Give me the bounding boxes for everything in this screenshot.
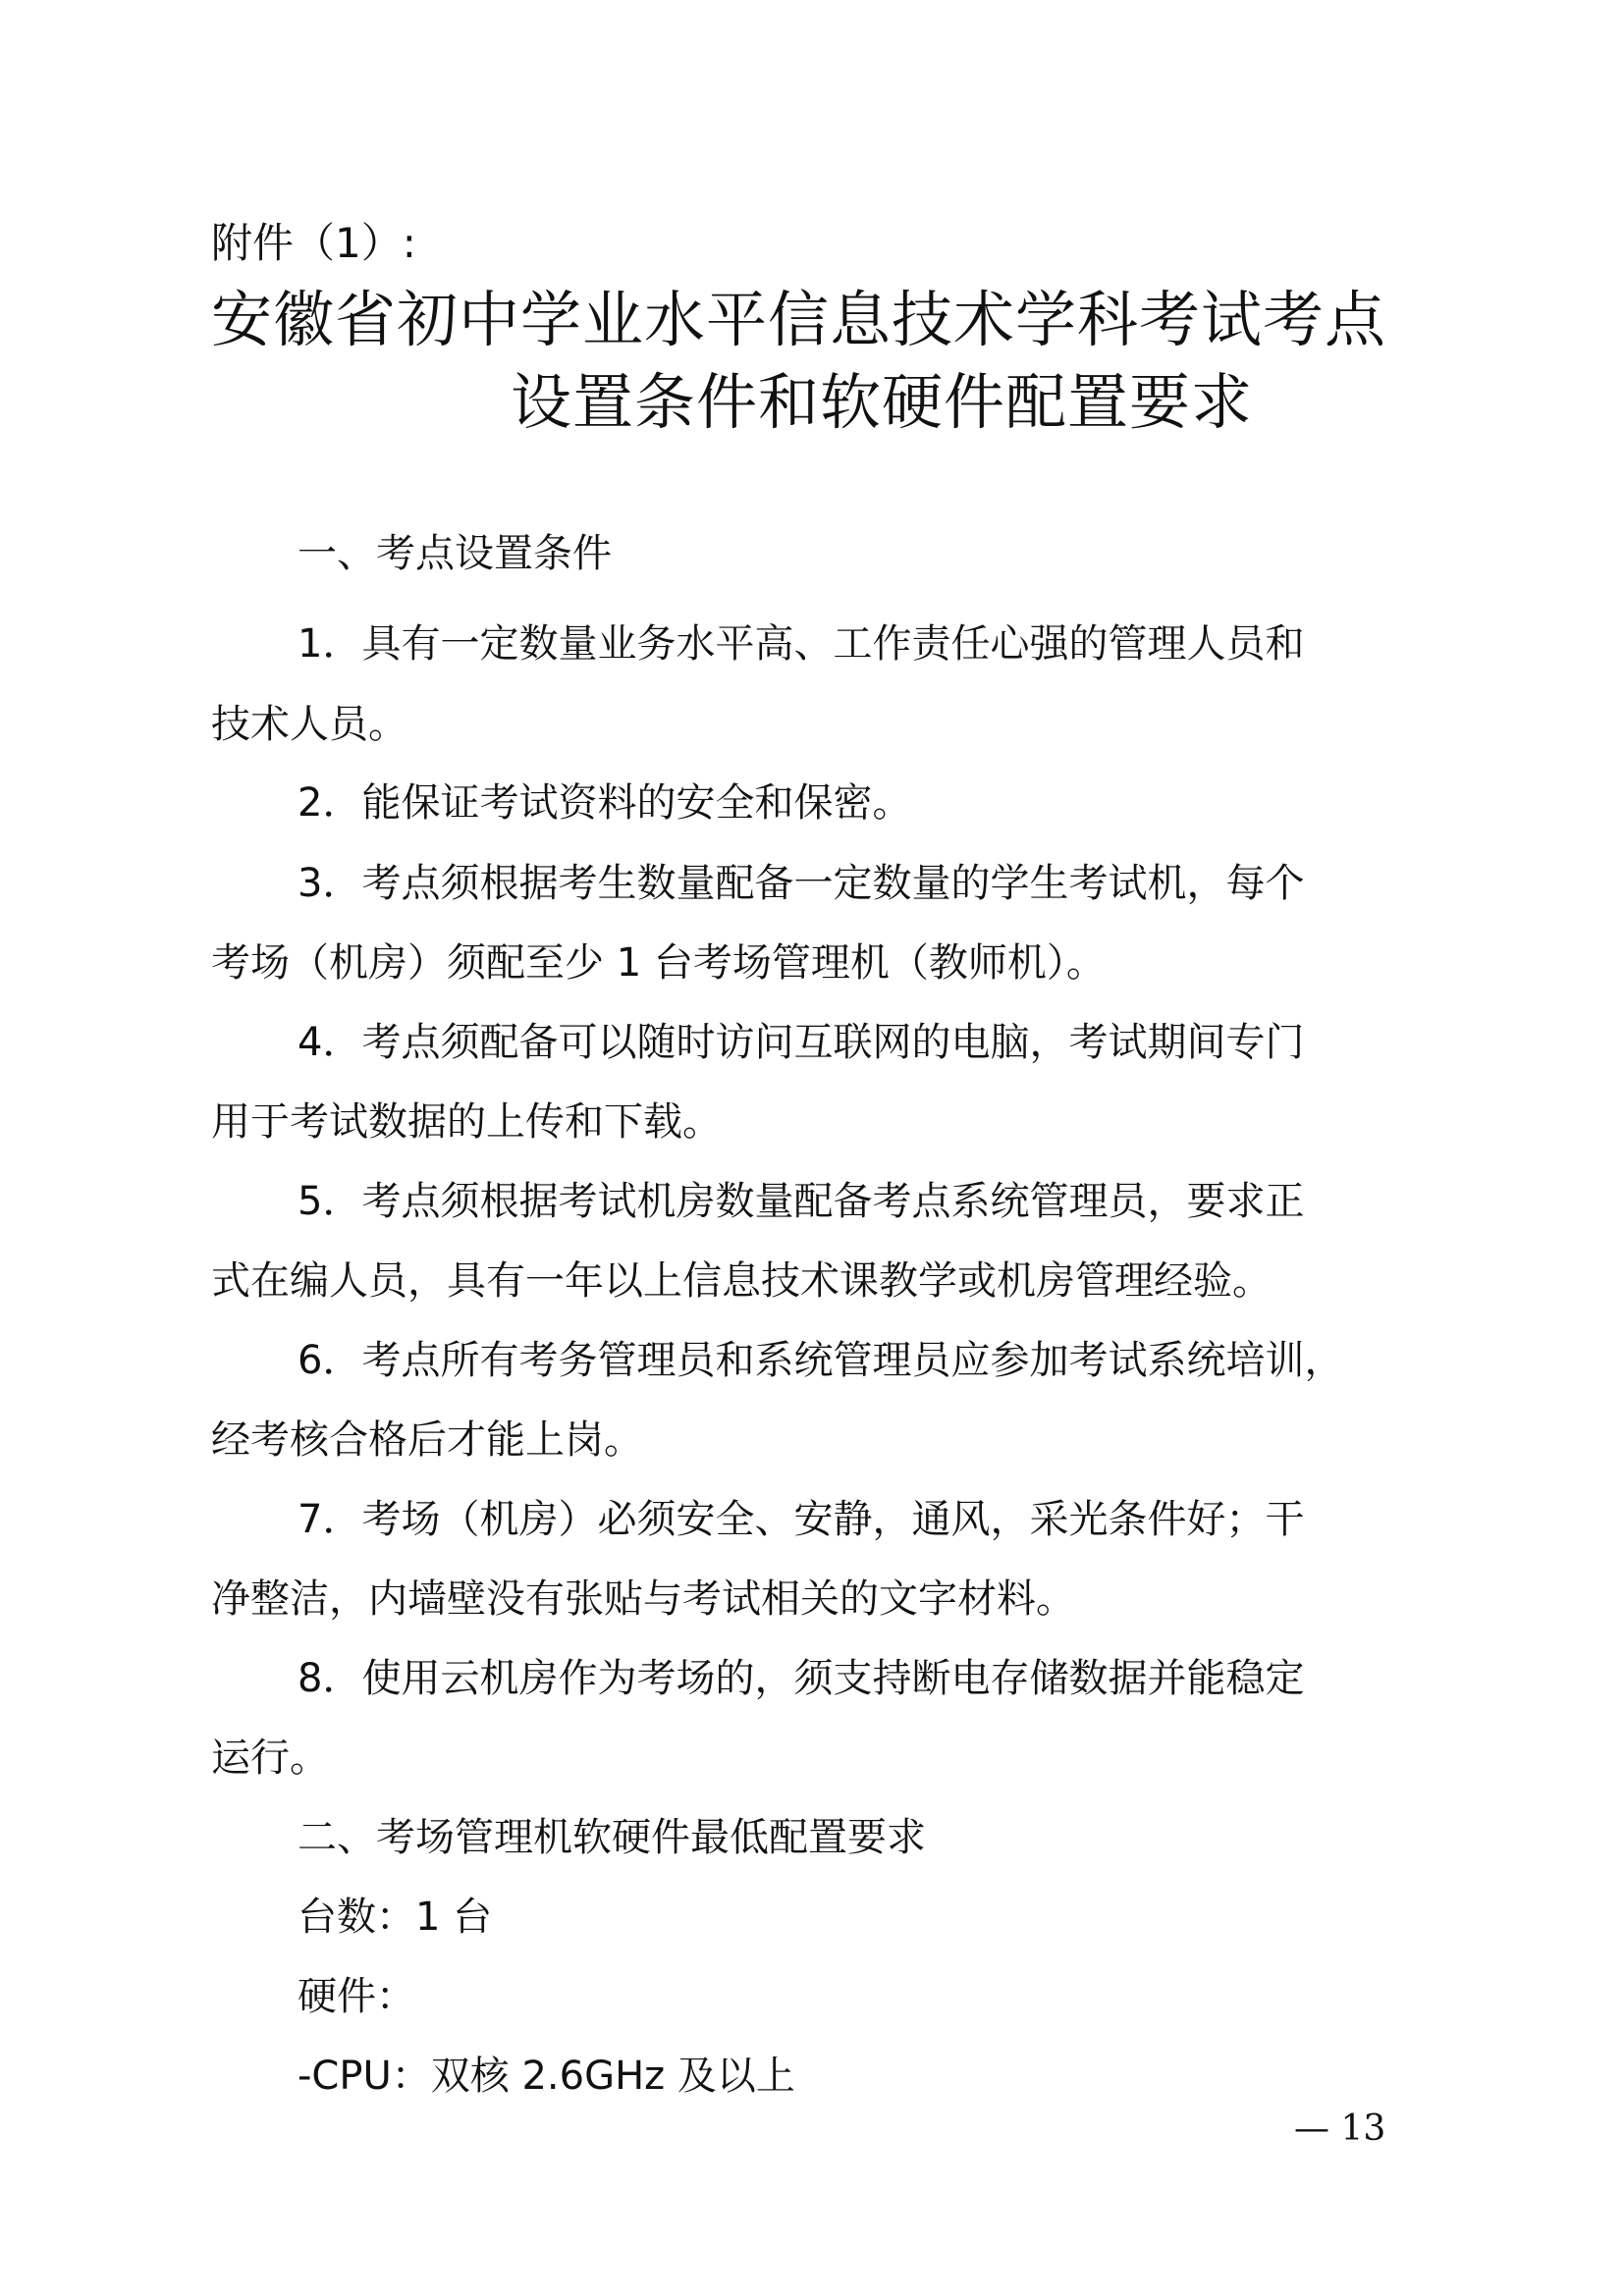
item-7-line-2: 净整洁，内墙壁没有张贴与考试相关的文字材料。 [211, 1576, 1075, 1622]
section-1-heading: 一、考点设置条件 [298, 531, 612, 576]
attachment-label: 附件（1）: [211, 219, 416, 267]
item-7-line-1: 7．考场（机房）必须安全、安静，通风，采光条件好；干 [298, 1497, 1305, 1542]
item-4-line-2: 用于考试数据的上传和下载。 [211, 1099, 722, 1145]
machine-count: 台数：1 台 [298, 1895, 493, 1940]
item-1-line-1: 1．具有一定数量业务水平高、工作责任心强的管理人员和 [298, 621, 1305, 667]
cpu-requirement: -CPU：双核 2.6GHz 及以上 [298, 2054, 795, 2099]
page-number: — 13 [1294, 2109, 1386, 2149]
document-title-line-2: 设置条件和软硬件配置要求 [511, 366, 1254, 438]
item-6-line-2: 经考核合格后才能上岗。 [211, 1417, 643, 1463]
item-3-line-1: 3．考点须根据考生数量配备一定数量的学生考试机，每个 [298, 861, 1305, 906]
item-4-line-1: 4．考点须配备可以随时访问互联网的电脑，考试期间专门 [298, 1020, 1305, 1065]
item-2-line-1: 2．能保证考试资料的安全和保密。 [298, 780, 912, 826]
item-3-line-2: 考场（机房）须配至少 1 台考场管理机（教师机）。 [211, 940, 1106, 986]
item-6-line-1: 6．考点所有考务管理员和系统管理员应参加考试系统培训， [298, 1338, 1344, 1383]
item-8-line-2: 运行。 [211, 1735, 329, 1781]
item-5-line-2: 式在编人员，具有一年以上信息技术课教学或机房管理经验。 [211, 1258, 1272, 1304]
document-title-line-1: 安徽省初中学业水平信息技术学科考试考点 [211, 284, 1387, 355]
section-2-heading: 二、考场管理机软硬件最低配置要求 [298, 1815, 926, 1860]
hardware-label: 硬件： [298, 1974, 415, 2019]
item-1-line-2: 技术人员。 [211, 702, 407, 747]
item-8-line-1: 8．使用云机房作为考场的，须支持断电存储数据并能稳定 [298, 1656, 1305, 1701]
item-5-line-1: 5．考点须根据考试机房数量配备考点系统管理员，要求正 [298, 1179, 1305, 1224]
